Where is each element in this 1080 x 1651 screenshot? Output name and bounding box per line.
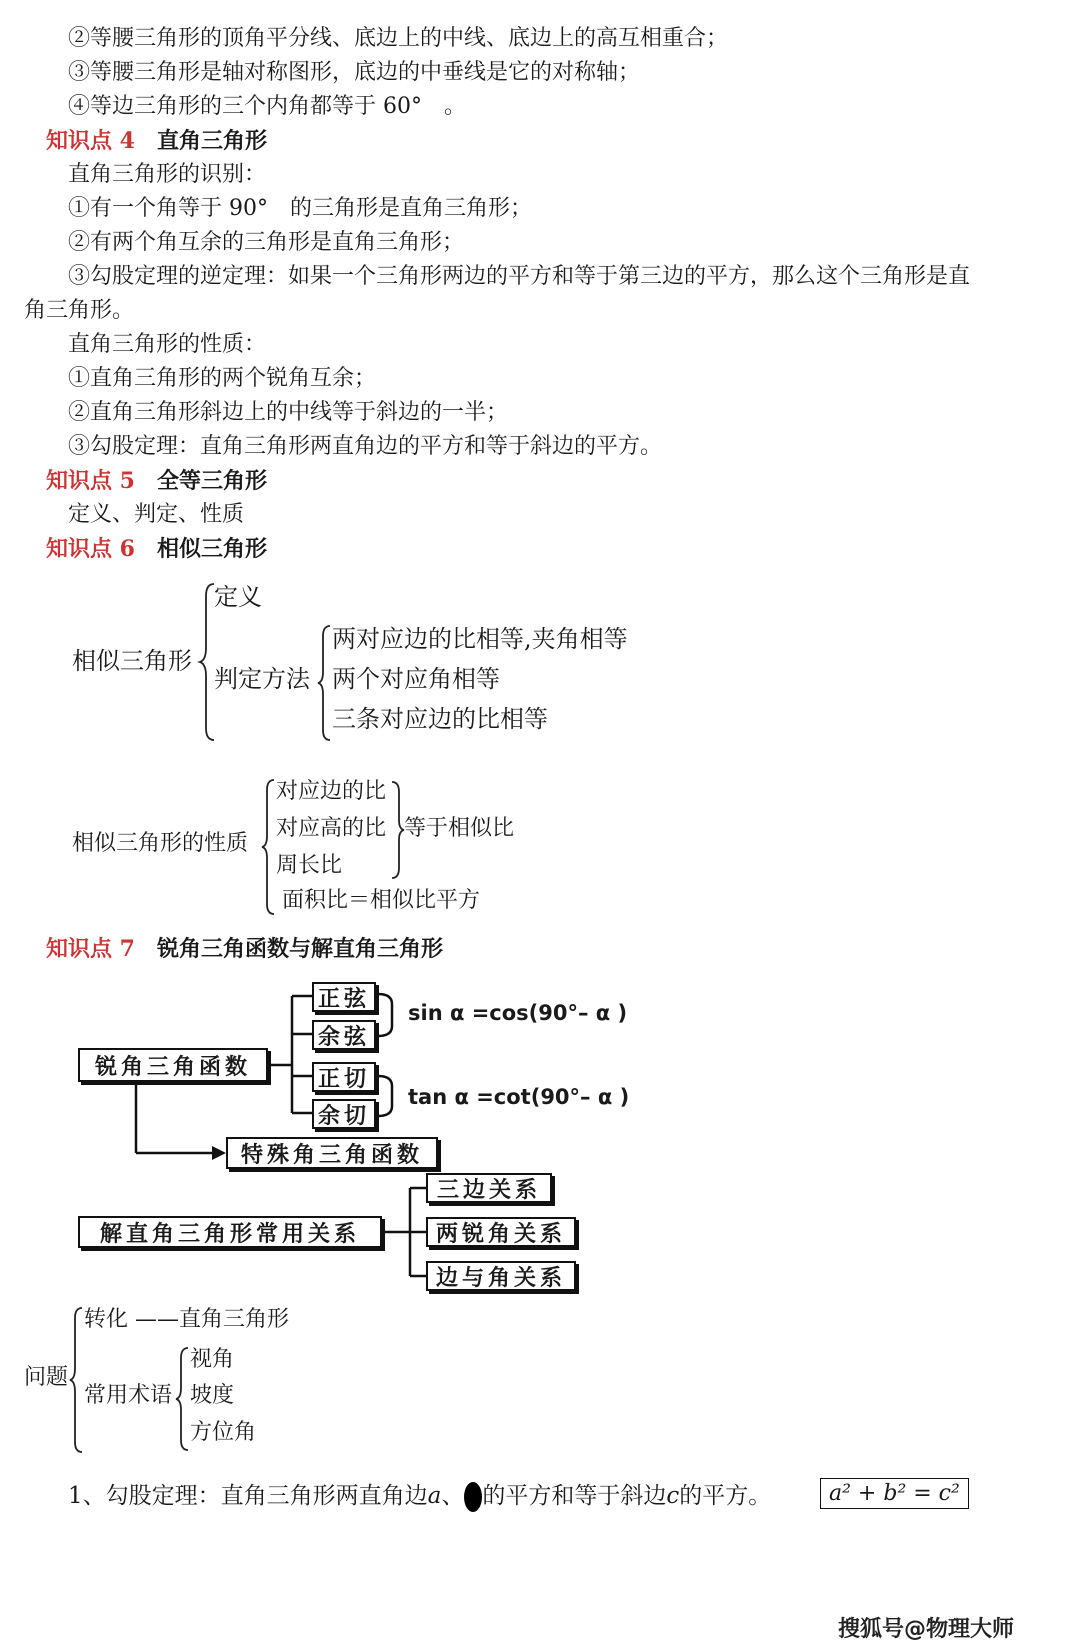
var-c: c [666, 1483, 680, 1509]
text-line: ③等腰三角形是轴对称图形，底边的中垂线是它的对称轴； [68, 60, 641, 85]
text-line: ④等边三角形的三个内角都等于 60° 。 [68, 94, 466, 119]
text-line: ①有一个角等于 90° 的三角形是直角三角形； [68, 196, 532, 221]
section-label: 知识点 7 [46, 936, 135, 962]
props-root: 相似三角形的性质 [72, 831, 249, 856]
section-label: 知识点 5 [46, 468, 135, 494]
box-special-angles: 特殊角三角函数 [226, 1137, 438, 1169]
problem-term: 坡度 [190, 1383, 235, 1408]
tree-leaf: 三条对应边的比相等 [332, 705, 548, 733]
pythagoras-line [68, 1478, 771, 1514]
props-item: 对应高的比 [276, 816, 387, 841]
ink-blot [464, 1482, 482, 1512]
subheading: 直角三角形的性质： [68, 332, 267, 357]
box-cotangent: 余切 [312, 1099, 376, 1129]
problem-term: 方位角 [190, 1420, 257, 1445]
text-line: ①直角三角形的两个锐角互余； [68, 366, 377, 391]
pythag-mid: 的平方和等于斜边 [482, 1483, 667, 1509]
box-three-sides: 三边关系 [426, 1173, 552, 1203]
props-equal: 等于相似比 [404, 816, 515, 841]
section-title: 全等三角形 [156, 468, 267, 494]
box-solve-right-triangle: 解直角三角形常用关系 [78, 1216, 382, 1248]
brace [70, 1306, 84, 1454]
tree-node-method: 判定方法 [214, 665, 310, 693]
pythag-suffix: 的平方。 [679, 1483, 772, 1509]
text-line: ②等腰三角形的顶角平分线、底边上的中线、底边上的高互相重合； [68, 26, 729, 51]
text-line: ②直角三角形斜边上的中线等于斜边的一半； [68, 400, 509, 425]
props-item: 周长比 [276, 853, 343, 878]
formula-tan-cot: tan α =cot(90°– α ) [408, 1085, 630, 1109]
problem-terms-head: 常用术语 [84, 1383, 173, 1408]
tree-leaf: 两个对应角相等 [332, 665, 500, 693]
section-title: 锐角三角函数与解直角三角形 [156, 936, 443, 962]
section-title: 相似三角形 [156, 536, 267, 562]
problem-term: 视角 [190, 1347, 235, 1372]
problem-convert: 转化 ——直角三角形 [84, 1307, 289, 1332]
text-line: 定义、判定、性质 [68, 502, 245, 527]
text-line: ③勾股定理的逆定理：如果一个三角形两边的平方和等于第三边的平方，那么这个三角形是直 [68, 264, 971, 289]
pythag-sep: 、 [441, 1483, 465, 1509]
box-side-angle: 边与角关系 [426, 1261, 576, 1291]
box-acute-trig: 锐角三角函数 [78, 1048, 268, 1082]
formula-sin-cos: sin α =cos(90°– α ) [408, 1001, 628, 1025]
problem-root: 问题 [24, 1365, 69, 1390]
props-item: 对应边的比 [276, 779, 387, 804]
subheading: 直角三角形的识别： [68, 162, 267, 187]
pythagoras-formula: a² + b² = c² [820, 1478, 969, 1509]
section-title: 直角三角形 [156, 128, 267, 154]
props-area: 面积比＝相似比平方 [282, 888, 481, 913]
tree-leaf: 两对应边的比相等,夹角相等 [332, 625, 628, 653]
tree-root: 相似三角形 [72, 647, 192, 675]
box-tangent: 正切 [312, 1062, 376, 1092]
box-cosine: 余弦 [312, 1020, 376, 1050]
var-a: a [427, 1483, 442, 1509]
text-line: ②有两个角互余的三角形是直角三角形； [68, 230, 465, 255]
section-label: 知识点 4 [46, 128, 135, 154]
text-line: 角三角形。 [24, 298, 135, 323]
box-sine: 正弦 [312, 982, 376, 1012]
box-two-acute-angles: 两锐角关系 [426, 1217, 576, 1247]
text-line: ③勾股定理：直角三角形两直角边的平方和等于斜边的平方。 [68, 434, 663, 459]
section-label: 知识点 6 [46, 536, 135, 562]
pythag-prefix: 1、勾股定理：直角三角形两直角边 [68, 1483, 428, 1509]
brace [176, 1346, 190, 1452]
tree-node-def: 定义 [214, 583, 262, 611]
watermark: 搜狐号@物理大师 [838, 1617, 1015, 1642]
